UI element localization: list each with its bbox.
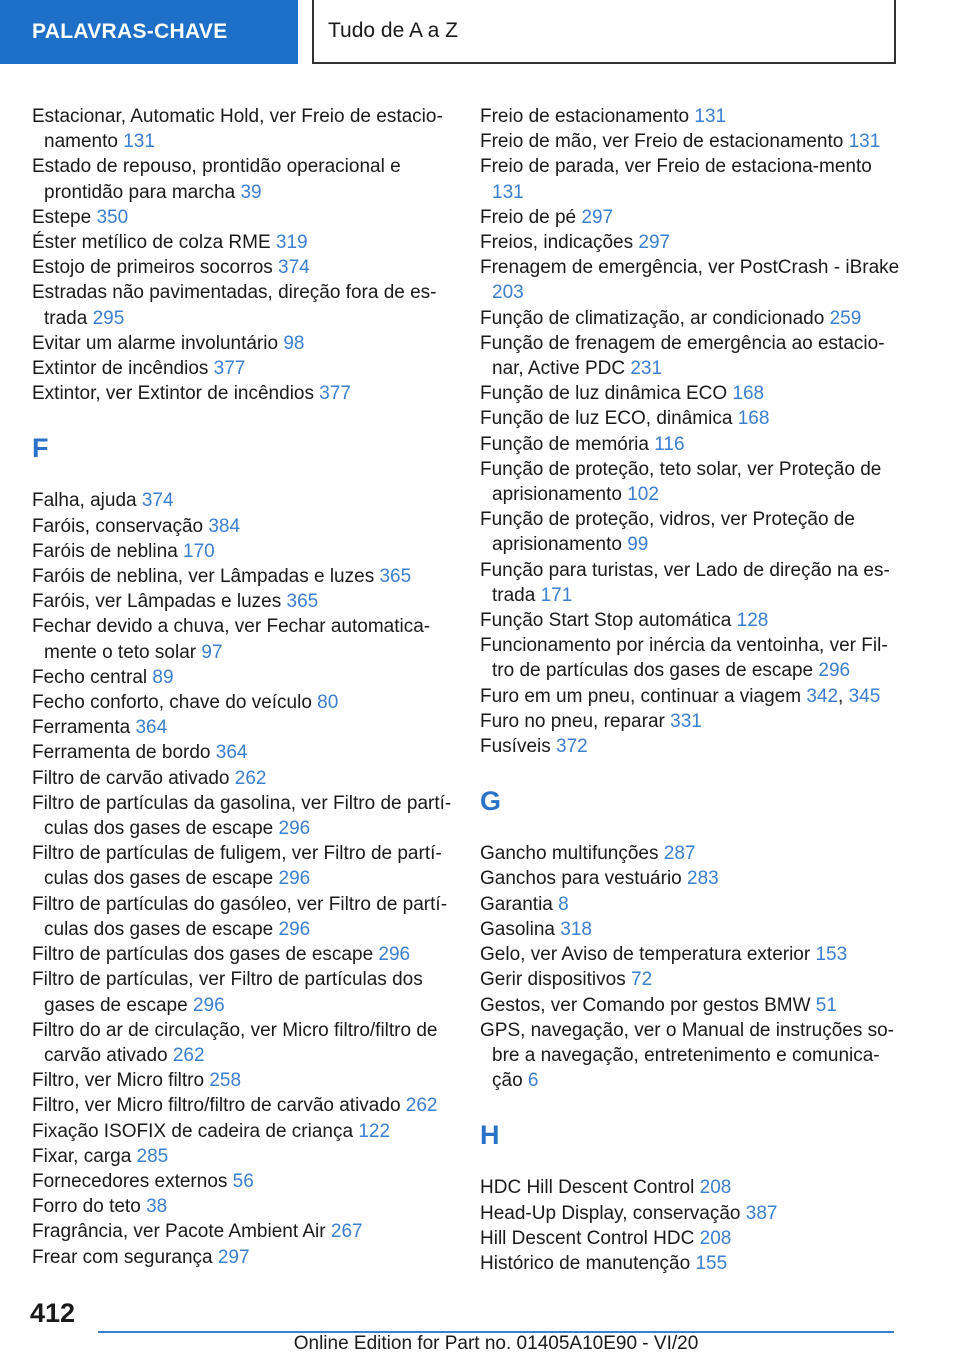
index-entry-term: Gasolina [480, 918, 555, 940]
index-entry-term: Freio de parada, ver Freio de estaciona-mento [480, 156, 872, 178]
index-entry-term: Função de proteção, vidros, ver Proteção de aprisionamento [480, 509, 855, 556]
index-entry-term: Hill Descent Control HDC [480, 1227, 695, 1249]
page-reference-link[interactable]: 319 [275, 232, 308, 254]
index-entry [32, 1093, 452, 1118]
index-entry-term: Freio de mão, ver Freio de estacionamento [480, 131, 844, 153]
index-entry [480, 892, 900, 917]
index-entry-term: Falha, ajuda [32, 490, 137, 512]
page-reference-link[interactable]: 331 [670, 710, 702, 732]
index-entry-term: Função de climatização, ar condicionado [480, 307, 825, 329]
page-reference-link[interactable]: 131 [694, 106, 727, 127]
page-reference-link[interactable]: 72 [631, 969, 653, 991]
page-reference-link[interactable]: 203 [492, 282, 524, 304]
index-entry [480, 866, 900, 891]
index-entry [32, 205, 452, 230]
page-reference-link[interactable]: 296 [192, 994, 225, 1016]
index-entry-term: Fixar, carga [32, 1145, 132, 1167]
index-entry-term: Filtro de partículas dos gases de escape [32, 944, 374, 966]
index-entry [32, 104, 452, 154]
page-reference-link[interactable]: 38 [146, 1196, 168, 1218]
index-entry-term: Furo no pneu, reparar [480, 710, 665, 732]
index-entry [32, 1068, 452, 1093]
index-entry-term: Forro do teto [32, 1196, 141, 1218]
index-entry [480, 306, 900, 331]
index-entry [32, 154, 452, 204]
page-reference-link[interactable]: 153 [815, 944, 848, 966]
index-entry-term: Filtro de partículas da gasolina, ver Filtro de partí-culas dos gases de escape [32, 792, 452, 840]
page-reference-link[interactable]: 231 [630, 358, 663, 380]
section-tab [0, 0, 298, 64]
index-entry-term: Estacionar, Automatic Hold, ver Freio de estacio-namento [32, 106, 443, 153]
index-entry-term: Ganchos para vestuário [480, 868, 682, 890]
page-reference-link[interactable]: 295 [92, 307, 125, 329]
index-entry-term: Estepe [32, 206, 92, 228]
page-reference-link[interactable]: 258 [209, 1070, 242, 1092]
index-entry-term: Frear com segurança [32, 1246, 213, 1268]
index-entry-term: Gestos, ver Comando por gestos BMW [480, 994, 811, 1016]
index-entry [480, 633, 900, 683]
index-entry [32, 331, 452, 356]
index-entry-term: Filtro de partículas de fuligem, ver Filtro de partí-culas dos gases de escape [32, 843, 442, 890]
page-reference-link[interactable]: 374 [141, 490, 174, 512]
index-entry [32, 942, 452, 967]
page-reference-link[interactable]: 364 [135, 717, 168, 739]
page-reference-link[interactable]: 267 [330, 1221, 363, 1243]
index-entry [32, 614, 452, 664]
page-reference-link[interactable]: 97 [201, 641, 223, 663]
index-entry-term: Função de proteção, teto solar, ver Proteção de aprisionamento [480, 458, 882, 506]
index-entry [32, 356, 452, 381]
index-entry [480, 1226, 900, 1251]
page-reference-link[interactable]: 283 [687, 868, 719, 890]
page-reference-link[interactable]: 168 [737, 408, 770, 430]
index-letter-heading: G [480, 786, 502, 817]
index-entry-term: Função para turistas, ver Lado de direção na es-trada [480, 559, 890, 606]
index-entry-term: Estradas não pavimentadas, direção fora de es-trada [32, 282, 437, 329]
index-entry-term: Freio de pé [480, 206, 577, 228]
page-reference-link[interactable]: 350 [96, 206, 129, 228]
page-reference-link[interactable]: 56 [232, 1170, 254, 1192]
index-entry-term: Faróis, ver Lâmpadas e luzes [32, 591, 282, 613]
page-reference-link[interactable]: 297 [638, 232, 671, 254]
page-reference-link[interactable]: 131 [848, 131, 881, 153]
index-entry-term: Gancho multifunções [480, 843, 659, 865]
index-entry-term: Extintor, ver Extintor de incêndios [32, 383, 314, 405]
index-entry [32, 1245, 452, 1270]
index-entry [480, 154, 900, 204]
page-reference-link[interactable]: 296 [278, 818, 311, 840]
index-entry [480, 205, 900, 230]
page-reference-link[interactable]: 6 [527, 1070, 539, 1092]
index-entry [32, 488, 452, 513]
index-entry: Furo em um pneu, continuar a viagem 342, 345 [480, 685, 881, 707]
index-entry-term: Extintor de incêndios [32, 358, 209, 380]
section-tab-label: PALAVRAS-CHAVE [32, 20, 228, 43]
page-reference-link[interactable]: 384 [208, 515, 241, 537]
page-reference-link[interactable]: 155 [695, 1252, 728, 1274]
index-letter-heading: H [480, 1120, 500, 1151]
index-entry [32, 690, 452, 715]
index-entry [32, 255, 452, 280]
index-entry-term: Estojo de primeiros socorros [32, 257, 273, 279]
index-letter-heading: F [32, 433, 49, 464]
page-reference-link[interactable]: 259 [829, 307, 862, 329]
index-entry [32, 740, 452, 765]
index-entry [480, 1018, 900, 1094]
page-reference-link[interactable]: 39 [240, 181, 262, 203]
index-entry-term: Estado de repouso, prontidão operacional e prontidão para marcha [32, 156, 401, 203]
index-entry [480, 230, 900, 255]
index-entry [480, 129, 900, 154]
index-entry-term: Gerir dispositivos [480, 969, 626, 991]
index-entry [480, 406, 900, 431]
index-entry-term: Fragrância, ver Pacote Ambient Air [32, 1221, 326, 1243]
index-entry [480, 381, 900, 406]
index-entry [480, 331, 900, 381]
page-reference-link[interactable]: 51 [815, 994, 837, 1016]
page-reference-link[interactable]: 99 [627, 534, 649, 556]
page-reference-link[interactable]: 262 [405, 1095, 438, 1117]
index-entry-term: Éster metílico de colza RME [32, 232, 271, 254]
index-entry-term: Fixação ISOFIX de cadeira de criança [32, 1120, 354, 1142]
page-reference-link[interactable]: 372 [556, 736, 588, 758]
page-reference-link[interactable]: 131 [123, 131, 155, 153]
index-entry-term: Filtro de carvão ativado [32, 767, 230, 789]
index-entry [32, 892, 452, 942]
index-entry-term: Frenagem de emergência, ver PostCrash - iBrake [480, 257, 900, 279]
index-entry [32, 539, 452, 564]
page-reference-link[interactable]: 122 [358, 1120, 391, 1142]
page-reference-link[interactable]: 128 [736, 610, 769, 632]
page-reference-link[interactable]: 377 [319, 383, 351, 405]
index-entry-term: HDC Hill Descent Control [480, 1177, 695, 1199]
index-entry-term: Faróis de neblina, ver Lâmpadas e luzes [32, 566, 375, 588]
page-reference-link[interactable]: 102 [627, 484, 659, 506]
page-reference-link[interactable]: 168 [732, 383, 765, 405]
page-reference-link[interactable]: 208 [699, 1227, 732, 1249]
page-reference-link[interactable]: 131 [492, 181, 524, 203]
page-reference-link[interactable]: 98 [283, 332, 305, 354]
index-entry [480, 457, 900, 507]
index-entry-term: Função Start Stop automática [480, 610, 732, 632]
page-reference-link[interactable]: 170 [183, 540, 215, 562]
index-entry [480, 967, 900, 992]
index-entry [32, 766, 452, 791]
page-reference-link[interactable]: 364 [215, 742, 248, 764]
index-entry-term: GPS, navegação, ver o Manual de instruções so-bre a navegação, entretenimento e comunica-ção [480, 1019, 895, 1092]
index-entry-term: Funcionamento por inércia da ventoinha, ver Fil-tro de partículas dos gases de escape [480, 635, 888, 682]
index-entry [32, 1119, 452, 1144]
index-entry [32, 589, 452, 614]
index-entry-term: Função de frenagem de emergência ao estacio-nar, Active PDC [480, 332, 885, 380]
page-reference-link[interactable]: 171 [540, 584, 573, 606]
index-entry [32, 1144, 452, 1169]
index-entry [32, 967, 452, 1017]
page-reference-link[interactable]: 208 [699, 1177, 732, 1199]
index-entry [32, 280, 452, 330]
page-number: 412 [30, 1298, 76, 1328]
index-entry [480, 841, 900, 866]
index-entry [32, 1169, 452, 1194]
index-entry [480, 558, 900, 608]
index-entry [32, 381, 452, 406]
edition-note: Online Edition for Part no. 01405A10E90 - VI/20 [293, 1333, 699, 1354]
page-reference-link[interactable]: 296 [278, 918, 311, 940]
index-entry [480, 942, 900, 967]
page-reference-link[interactable]: 287 [663, 843, 696, 865]
index-entry-term: Fecho central [32, 666, 148, 688]
page-reference-link[interactable]: 365 [286, 591, 319, 613]
page-reference-link[interactable]: 318 [560, 918, 592, 940]
page-reference-link[interactable]: 377 [213, 358, 246, 380]
index-entry [480, 608, 900, 633]
index-entry [480, 104, 900, 129]
index-entry-term: Filtro, ver Micro filtro [32, 1070, 205, 1092]
index-entry [480, 734, 900, 759]
section-title-box [312, 0, 896, 64]
index-entry [32, 230, 452, 255]
page-reference-link[interactable]: 345 [848, 685, 881, 707]
index-entry [480, 993, 900, 1018]
page-reference-link[interactable]: 374 [278, 257, 310, 279]
page-reference-link[interactable]: 296 [278, 868, 311, 890]
page-reference-link[interactable]: 262 [234, 767, 267, 789]
page-reference-link[interactable]: 8 [558, 893, 569, 915]
index-entry [32, 1219, 452, 1244]
index-entry [480, 1201, 900, 1226]
index-entry [32, 791, 452, 841]
index-entry [480, 507, 900, 557]
index-entry-term: Faróis de neblina [32, 540, 178, 562]
index-entry [32, 665, 452, 690]
index-entry-term: Filtro, ver Micro filtro/filtro de carvão ativado [32, 1095, 401, 1117]
index-entry [32, 1018, 452, 1068]
index-entry-term: Freios, indicações [480, 232, 634, 254]
index-entry [480, 1175, 900, 1200]
page-reference-link[interactable]: 387 [745, 1202, 778, 1224]
index-entry [32, 841, 452, 891]
index-entry [32, 715, 452, 740]
page-reference-link[interactable]: 89 [152, 666, 174, 688]
index-entry-term: Faróis, conservação [32, 515, 204, 537]
page-reference-link[interactable]: 116 [654, 433, 685, 455]
index-entry-term: Função de luz ECO, dinâmica [480, 408, 733, 430]
index-entry-term: Gelo, ver Aviso de temperatura exterior [480, 944, 811, 966]
page-reference-link[interactable]: 296 [378, 944, 411, 966]
index-entry-term: Freio de estacionamento [480, 106, 690, 127]
index-entry-term: Ferramenta de bordo [32, 742, 211, 764]
index-entry-term: Fornecedores externos [32, 1170, 228, 1192]
index-entry [480, 917, 900, 942]
page-reference-link[interactable]: 80 [317, 692, 339, 714]
index-entry-term: Filtro de partículas do gasóleo, ver Filtro de partí-culas dos gases de escape [32, 893, 448, 940]
index-entry-term: Furo em um pneu, continuar a viagem [480, 685, 802, 707]
page-reference-link[interactable]: 342 [806, 685, 839, 707]
page-reference-link[interactable]: 262 [172, 1044, 205, 1066]
index-entry-term: Garantia [480, 893, 553, 915]
page-reference-link[interactable]: 297 [217, 1246, 250, 1268]
index-column-right [480, 104, 900, 1276]
index-entry-term: Função de memória [480, 433, 649, 455]
page-reference-link[interactable]: 365 [379, 566, 412, 588]
index-entry-term: Filtro do ar de circulação, ver Micro filtro/filtro de carvão ativado [32, 1019, 438, 1066]
page-reference-link[interactable]: 296 [818, 660, 851, 682]
index-entry [480, 255, 900, 305]
index-entry-term: Filtro de partículas, ver Filtro de partículas dos gases de escape [32, 969, 423, 1016]
index-column-left [32, 104, 452, 1270]
page-reference-link[interactable]: 285 [136, 1145, 169, 1167]
index-entry [480, 709, 900, 734]
index-entry [32, 564, 452, 589]
index-entry [32, 1194, 452, 1219]
section-title: Tudo de A a Z [328, 19, 458, 42]
index-entry [32, 514, 452, 539]
index-entry-term: Histórico de manutenção [480, 1252, 691, 1274]
index-entry-term: Head-Up Display, conservação [480, 1202, 741, 1224]
index-entry-term: Ferramenta [32, 717, 131, 739]
index-entry [480, 432, 900, 457]
index-entry-term: Evitar um alarme involuntário [32, 332, 279, 354]
index-entry-term: Fusíveis [480, 736, 551, 758]
index-entry-term: Função de luz dinâmica ECO [480, 383, 728, 405]
index-entry [480, 1251, 900, 1276]
page-reference-link[interactable]: 297 [581, 206, 614, 228]
index-entry-term: Fechar devido a chuva, ver Fechar automatica-mente o teto solar [32, 616, 431, 663]
index-entry-term: Fecho conforto, chave do veículo [32, 692, 312, 714]
